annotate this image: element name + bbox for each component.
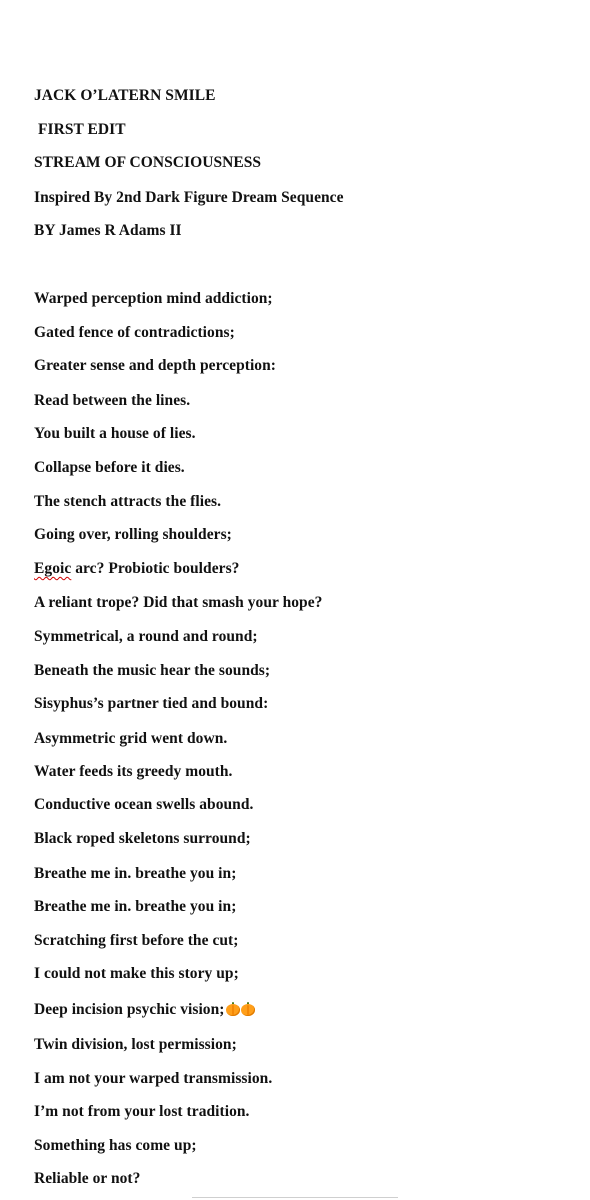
misspelled-word[interactable]: Egoic — [34, 560, 72, 577]
poem-line-19: Breathe me in. breathe you in; — [34, 898, 237, 915]
poem-line-27: Reliable or not? — [34, 1170, 141, 1187]
poem-line-14: Asymmetric grid went down. — [34, 730, 228, 747]
poem-line-22 — [34, 1000, 255, 1020]
style-label: STREAM OF CONSCIOUSNESS — [34, 154, 262, 171]
poem-line-2: Gated fence of contradictions; — [34, 324, 235, 341]
poem-line-17: Black roped skeletons surround; — [34, 830, 251, 847]
poem-line-1: Warped perception mind addiction; — [34, 290, 273, 307]
poem-line-4: Read between the lines. — [34, 392, 191, 409]
poem-line-9-rest: arc? Probiotic boulders? — [75, 560, 240, 577]
poem-line-26: Something has come up; — [34, 1137, 197, 1154]
poem-line-21: I could not make this story up; — [34, 965, 239, 982]
poem-line-3: Greater sense and depth perception: — [34, 357, 276, 374]
poem-line-23: Twin division, lost permission; — [34, 1036, 237, 1053]
poem-line-8: Going over, rolling shoulders; — [34, 526, 232, 543]
poem-line-16: Conductive ocean swells abound. — [34, 796, 254, 813]
poem-line-25: I’m not from your lost tradition. — [34, 1103, 250, 1120]
poem-title: JACK O’LATERN SMILE — [34, 87, 216, 104]
edit-label: FIRST EDIT — [38, 121, 126, 138]
pumpkin-icon — [241, 1002, 255, 1016]
poem-line-22-text: Deep incision psychic vision; — [34, 1001, 225, 1018]
inspiration-line: Inspired By 2nd Dark Figure Dream Sequence — [34, 189, 344, 206]
pumpkin-icon — [226, 1002, 240, 1016]
poem-line-5: You built a house of lies. — [34, 425, 196, 442]
poem-line-20: Scratching first before the cut; — [34, 932, 239, 949]
poem-line-7: The stench attracts the flies. — [34, 493, 222, 510]
poem-line-15: Water feeds its greedy mouth. — [34, 763, 233, 780]
poem-line-24: I am not your warped transmission. — [34, 1070, 273, 1087]
bottom-divider — [192, 1197, 398, 1198]
poem-line-18: Breathe me in. breathe you in; — [34, 865, 237, 882]
poem-line-13: Sisyphus’s partner tied and bound: — [34, 695, 269, 712]
poem-line-10: A reliant trope? Did that smash your hope? — [34, 594, 323, 611]
pumpkin-emoji-group — [226, 1002, 255, 1016]
author-line: BY James R Adams II — [34, 222, 182, 239]
poem-line-9 — [34, 559, 239, 579]
poem-line-12: Beneath the music hear the sounds; — [34, 662, 271, 679]
poem-line-11: Symmetrical, a round and round; — [34, 628, 258, 645]
poem-line-6: Collapse before it dies. — [34, 459, 185, 476]
